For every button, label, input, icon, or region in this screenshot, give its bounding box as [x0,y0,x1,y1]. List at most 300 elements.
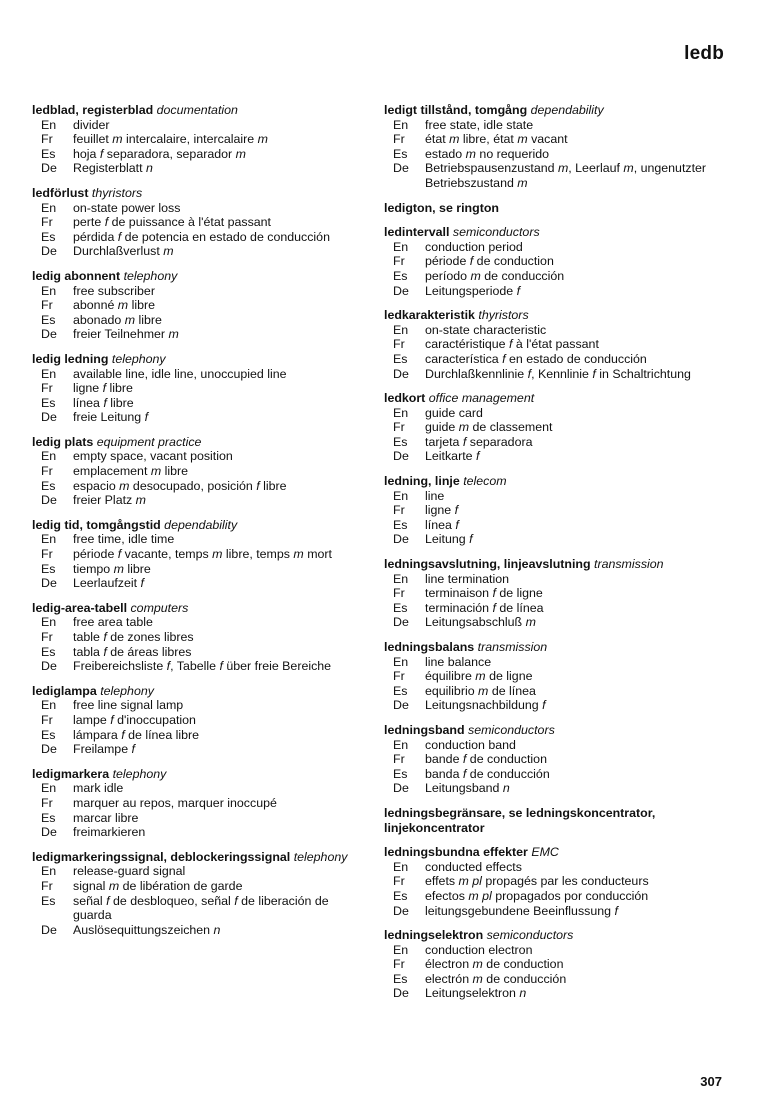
translation-text: abonado [73,312,125,327]
page-number: 307 [700,1074,722,1089]
headword: ledig plats [32,434,94,449]
language-code: Es [41,312,56,327]
translation-text: de conduction [473,254,554,269]
translation-text: de línea [495,600,544,615]
translation-text: électron [425,957,473,972]
grammar-label: m [472,971,483,986]
translation-line [384,752,724,767]
language-code: En [393,859,409,874]
language-code: En [41,117,57,132]
dictionary-entry [384,928,724,1001]
language-code: Es [393,351,408,366]
translation-text: on-state characteristic [425,322,547,337]
translation-line [32,298,352,313]
grammar-label: f [102,381,107,396]
subject-field: equipment practice [96,434,202,449]
translation-line [32,562,352,577]
translation-line [384,684,724,699]
language-code: Es [41,727,56,742]
entry-headline [384,640,724,655]
language-code: En [393,737,409,752]
headword: ledig ledning [32,351,109,366]
subject-field: telephony [293,849,348,864]
translation-text: libre [128,298,155,313]
dictionary-entry [32,103,352,176]
translation-line [384,337,724,352]
language-code: Fr [393,337,405,352]
translation-line [384,352,724,367]
translation-text: Leitungsabschluß [425,615,526,630]
translation-line [384,669,724,684]
translation-text: efectos [425,888,469,903]
dictionary-entry [32,186,352,259]
language-code: En [393,405,409,420]
language-code: Es [393,766,408,781]
headword: ledkort [384,391,426,406]
language-code: Fr [41,712,53,727]
grammar-label: m [478,683,489,698]
language-code: En [393,239,409,254]
entry-headline [32,103,352,118]
grammar-label: m [472,957,483,972]
entry-headline [384,928,724,943]
translation-text: lámpara [73,727,122,742]
translation-text: perte [73,215,105,230]
translation-text: Leitung [425,532,470,547]
dictionary-entry [32,601,352,674]
headword: ledigton, se rington [384,200,499,215]
entry-headline [384,806,724,835]
subject-field: transmission [594,557,664,572]
running-head: ledb [684,43,724,64]
translation-text: , Leerlauf [568,161,624,176]
language-code: De [41,659,57,674]
translation-line [384,615,724,630]
entry-headline [384,103,724,118]
translation-text: Freilampe [73,742,132,757]
grammar-label: n [146,161,153,176]
grammar-label: n [213,922,221,937]
translation-text: conduction period [425,239,523,254]
grammar-label: m [212,547,223,562]
language-code: De [41,742,57,757]
grammar-label: m [623,161,634,176]
translation-text: Freibereichsliste [73,659,167,674]
grammar-label: m [163,244,174,259]
translation-text: en estado de conducción [505,351,647,366]
entry-headline [384,201,724,216]
translation-text: libre [135,312,162,327]
translation-text: pérdida [73,229,118,244]
translation-text: tabla [73,644,104,659]
grammar-label: f [103,644,107,659]
language-code: Fr [393,420,405,435]
translation-text: conducted effects [425,859,522,874]
dictionary-entry [32,269,352,342]
language-code: En [41,532,57,547]
language-code: Fr [393,132,405,147]
translation-line [384,420,724,435]
grammar-label: n [502,781,510,796]
translation-line [32,615,352,630]
language-code: Es [41,810,56,825]
grammar-label: n [519,986,527,1001]
language-code: De [393,781,409,796]
translation-line [384,118,724,133]
translation-line [384,284,724,299]
translation-text: à l'état passant [512,337,599,352]
translation-line [32,879,352,894]
translation-text: señal [73,893,107,908]
translation-text: de libération de garde [119,878,243,893]
entry-headline [32,601,352,616]
language-code: Fr [41,298,53,313]
translation-text: Auslösequittungszeichen [73,922,214,937]
entry-headline [384,845,724,860]
translation-line [384,532,724,547]
translation-text: tarjeta [425,434,463,449]
translation-text: divider [73,117,110,132]
translation-text: espacio [73,478,120,493]
dictionary-entry [32,684,352,757]
language-code: De [41,327,57,342]
grammar-label: m [517,175,528,190]
language-code: En [393,322,409,337]
translation-line [384,367,724,382]
subject-field: office management [428,391,535,406]
language-code: Es [41,893,56,908]
translation-line [32,313,352,328]
language-code: En [393,488,409,503]
grammar-label: f [469,532,473,547]
translation-line [32,464,352,479]
translation-text: libre [161,464,189,479]
entry-headline [32,684,352,699]
headword: ledningselektron [384,928,484,943]
translation-text: line balance [425,654,492,669]
translation-line [32,367,352,382]
grammar-label: m [113,561,124,576]
translation-text: free subscriber [73,283,155,298]
grammar-label: f [492,586,496,601]
language-code: De [393,986,409,1001]
translation-text: guide card [425,405,483,420]
grammar-label: f [131,742,135,757]
subject-field: thyristors [478,308,529,323]
translation-text: de línea libre [124,727,200,742]
headword: ledig tid, tomgångstid [32,517,161,532]
language-code: De [393,615,409,630]
language-code: De [393,449,409,464]
translation-text: freier Teilnehmer [73,327,169,342]
translation-text: de conduction [482,957,564,972]
headword: ledningsbalans [384,640,475,654]
language-code: Fr [393,957,405,972]
translation-line [384,161,724,190]
translation-line [384,738,724,753]
grammar-label: m [475,669,486,684]
translation-line [32,894,352,923]
translation-text: estado [425,146,466,161]
grammar-label: f [542,698,546,713]
translation-text: tiempo [73,561,114,576]
grammar-label: m [470,268,481,283]
grammar-label: f [256,478,260,493]
language-code: En [41,366,57,381]
dictionary-entry [384,201,724,216]
translation-line [32,396,352,411]
translation-text: de potencia en estado de conducción [121,229,330,244]
dictionary-entry [384,845,724,918]
language-code: De [393,903,409,918]
grammar-label: m [449,132,460,147]
translation-text: Durchlaßkennlinie [425,366,528,381]
translation-line [32,796,352,811]
translation-text: período [425,268,471,283]
language-code: Fr [41,381,53,396]
translation-line [384,874,724,889]
translation-text: línea [73,395,104,410]
translation-text: freie Leitung [73,410,145,425]
grammar-label: m [168,327,179,342]
translation-line [32,284,352,299]
translation-text: feuillet [73,132,113,147]
translation-text: de ligne [485,669,533,684]
language-code: En [41,698,57,713]
translation-text: , Kennlinie [531,366,593,381]
entry-headline [384,391,724,406]
language-code: En [393,117,409,132]
translation-line [384,132,724,147]
translation-text: vacant [527,132,568,147]
translation-text: Leerlaufzeit [73,576,141,591]
entry-headline [384,557,724,572]
translation-line [32,659,352,674]
headword: ledningsband [384,722,465,737]
language-code: De [393,283,409,298]
language-code: Es [41,395,56,410]
grammar-label: f [106,893,110,908]
grammar-label: m pl [458,874,482,889]
translation-line [384,860,724,875]
translation-line [384,254,724,269]
grammar-label: m [465,146,476,161]
grammar-label: m [108,878,120,893]
translation-line [32,230,352,245]
language-code: Es [393,683,408,698]
translation-text: de classement [469,420,553,435]
translation-text: equilibrio [425,683,479,698]
translation-text: freimarkieren [73,825,146,840]
grammar-label: m [112,132,123,147]
translation-text: guide [425,420,459,435]
entry-headline [32,186,352,201]
translation-text: signal [73,878,109,893]
language-code: Es [393,600,408,615]
language-code: En [41,781,57,796]
translation-line [384,147,724,162]
translation-line [32,811,352,826]
translation-line [384,986,724,1001]
translation-text: banda [425,766,463,781]
grammar-label: f [469,254,474,269]
translation-line [32,381,352,396]
language-code: En [41,615,57,630]
translation-line [32,215,352,230]
language-code: De [393,698,409,713]
language-code: Es [41,561,56,576]
translation-text: hoja [73,146,100,161]
grammar-label: f [103,630,107,644]
translation-text: in Schaltrichtung [595,366,691,381]
translation-text: terminaison [425,586,493,601]
translation-text: ligne [73,381,103,396]
translation-line [384,406,724,421]
headword: ledningsavslutning, linjeavslutning [384,557,591,572]
grammar-label: m [257,132,268,147]
translation-text: de conduction [466,752,547,767]
language-code: Fr [393,874,405,889]
grammar-label: m [235,146,246,161]
language-code: Fr [41,215,53,230]
translation-text: mort [303,547,332,562]
translation-text: Leitkarte [425,449,476,464]
translation-line [32,781,352,796]
translation-text: période [425,254,470,269]
grammar-label: m pl [468,888,492,903]
grammar-label: f [103,395,107,410]
subject-field: documentation [156,103,238,117]
grammar-label: f [527,366,532,381]
headword: ledig abonnent [32,268,121,283]
headword: ledningsbundna effekter [384,845,528,860]
translation-text: libre, état [459,132,518,147]
subject-field: dependability [530,103,604,117]
translation-line [384,323,724,338]
language-code: Fr [393,586,405,601]
translation-text: no requerido [475,146,550,161]
language-code: En [41,283,57,298]
right-column [384,103,724,1011]
translation-line [384,518,724,533]
translation-line [32,479,352,494]
headword: ledning, linje [384,474,460,489]
translation-text: conduction band [425,737,516,752]
language-code: De [41,493,57,508]
translation-text: separadora, separador [103,146,236,161]
translation-text: free time, idle time [73,532,175,547]
language-code: Es [41,478,56,493]
grammar-label: m [117,298,129,313]
translation-line [32,449,352,464]
subject-field: telephony [112,766,167,781]
translation-text: propagados por conducción [491,888,649,903]
translation-text: conduction electron [425,942,533,957]
entry-headline [384,723,724,738]
translation-line [32,493,352,508]
headword: ledig-area-tabell [32,600,128,615]
grammar-label: f [140,576,144,591]
language-code: En [393,942,409,957]
translation-text: de liberación de guarda [73,893,329,923]
subject-field: transmission [477,640,548,654]
translation-line [32,244,352,259]
grammar-label: f [455,517,459,532]
translation-line [32,410,352,425]
translation-line [32,547,352,562]
grammar-label: m [517,132,528,147]
translation-line [384,240,724,255]
entry-headline [384,474,724,489]
translation-text: desocupado, posición [129,478,257,493]
dictionary-entry [32,850,352,938]
translation-line [32,532,352,547]
language-code: De [41,161,57,176]
grammar-label: f [462,766,467,781]
dictionary-entry [384,391,724,464]
translation-text: lampe [73,712,111,727]
language-code: En [393,571,409,586]
headword: ledningsbegränsare, se ledningskoncentrator, linjekoncentrator [384,805,656,835]
language-code: En [393,654,409,669]
translation-line [32,923,352,938]
translation-text: terminación [425,600,493,615]
grammar-label: f [117,547,122,562]
language-code: Es [393,146,408,161]
translation-line [384,698,724,713]
translation-text: Leitungsnachbildung [425,698,543,713]
dictionary-entry [384,806,724,835]
translation-text: free state, idle state [425,117,534,132]
translation-text: line [425,488,445,503]
entry-headline [384,308,724,323]
grammar-label: m [150,464,162,479]
translation-text: de conducción [466,766,550,781]
dictionary-entry [384,557,724,630]
headword: ledigmarkera [32,766,110,781]
translation-text: separadora [466,434,533,449]
language-code: Fr [393,752,405,767]
translation-text: période [73,547,118,562]
grammar-label: f [121,727,125,742]
translation-line [384,972,724,987]
translation-text: intercalaire, intercalaire [122,132,258,147]
grammar-label: m [119,478,130,493]
language-code: Fr [41,464,53,479]
headword: ledkarakteristik [384,308,475,323]
grammar-label: f [614,903,618,918]
grammar-label: f [462,434,467,449]
dictionary-entry [384,474,724,547]
language-code: Es [393,971,408,986]
translation-line [32,825,352,840]
language-code: Es [41,146,56,161]
translation-text: libre [106,395,134,410]
translation-text: line termination [425,571,510,586]
language-code: Fr [41,132,53,147]
language-code: Es [393,268,408,283]
translation-text: ligne [425,503,455,518]
language-code: De [393,532,409,547]
translation-line [384,655,724,670]
subject-field: EMC [531,845,559,860]
entry-headline [32,435,352,450]
grammar-label: f [117,229,122,244]
translation-text: característica [425,351,503,366]
translation-line [32,132,352,147]
translation-line [384,503,724,518]
headword: ledintervall [384,225,450,240]
